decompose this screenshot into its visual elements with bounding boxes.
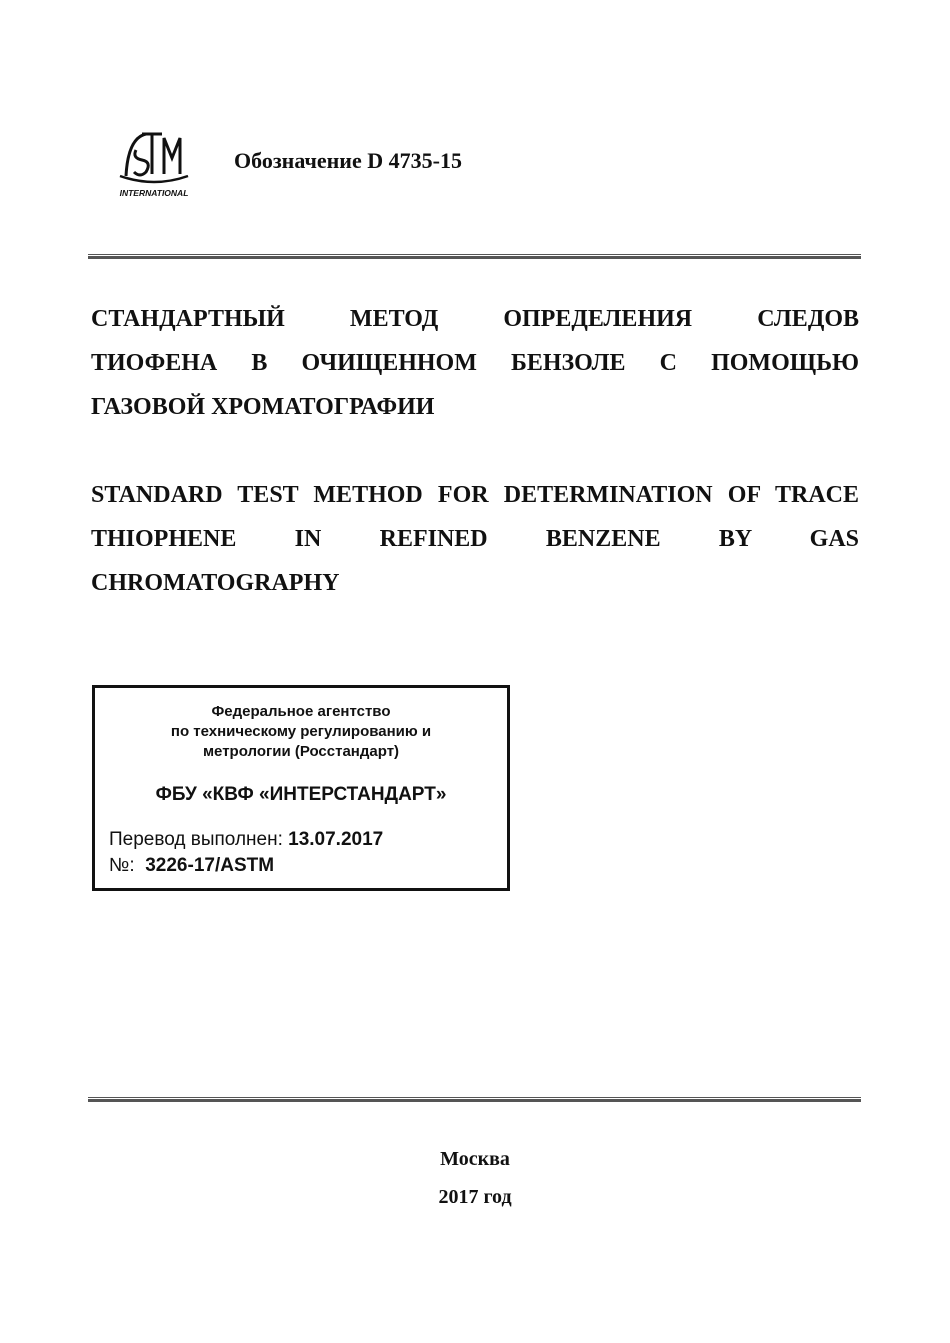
title-russian bbox=[91, 297, 859, 429]
footer-year: 2017 год bbox=[438, 1186, 512, 1208]
number-value: 3226-17/ASTM bbox=[145, 855, 275, 876]
logo-text: INTERNATIONAL bbox=[119, 188, 189, 198]
title-ru-line: СТАНДАРТНЫЙ МЕТОД ОПРЕДЕЛЕНИЯ СЛЕДОВ bbox=[91, 306, 859, 332]
agency-line: Федеральное агентство bbox=[211, 703, 391, 720]
number-label: №: bbox=[109, 855, 135, 876]
agency-line: метрологии (Росстандарт) bbox=[202, 743, 400, 760]
title-en-line: STANDARD TEST METHOD FOR DETERMINATION OF TRACE bbox=[91, 482, 859, 508]
title-ru-line: ТИОФЕНА В ОЧИЩЕННОМ БЕНЗОЛЕ С ПОМОЩЬЮ bbox=[91, 350, 859, 376]
agency-block bbox=[95, 702, 507, 762]
organization-name: ФБУ «КВФ «ИНТЕРСТАНДАРТ» bbox=[155, 784, 447, 805]
footer-city: Москва bbox=[440, 1148, 510, 1170]
translation-number-row bbox=[109, 855, 274, 877]
title-ru-line: ГАЗОВОЙ ХРОМАТОГРАФИИ bbox=[91, 394, 435, 420]
top-rule bbox=[88, 254, 861, 259]
document-designation: Обозначение D 4735-15 bbox=[234, 148, 462, 173]
translation-stamp bbox=[92, 685, 510, 891]
bottom-rule bbox=[88, 1097, 861, 1102]
title-en-line: THIOPHENE IN REFINED BENZENE BY GAS bbox=[91, 526, 859, 552]
title-en-line: CHROMATOGRAPHY bbox=[91, 570, 340, 596]
astm-logo-icon bbox=[112, 128, 196, 200]
agency-line: по техническому регулированию и bbox=[170, 723, 432, 740]
translated-date: 13.07.2017 bbox=[288, 829, 384, 850]
translated-label: Перевод выполнен: bbox=[109, 829, 283, 850]
translation-date-row bbox=[109, 829, 383, 851]
title-english bbox=[91, 473, 859, 605]
